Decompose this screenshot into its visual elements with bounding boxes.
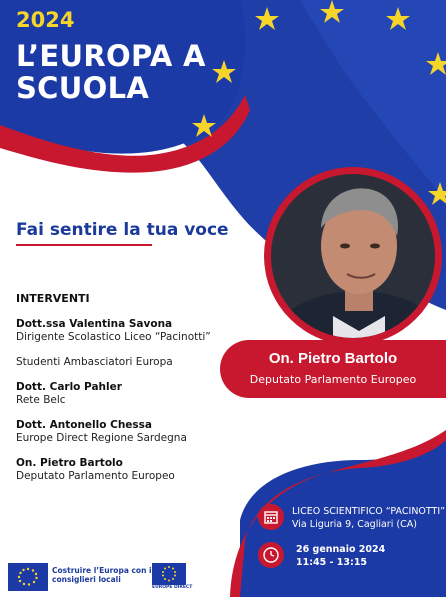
slogan-underline: [16, 244, 152, 246]
eu-flag-icon: [8, 563, 48, 591]
guest-role: Deputato Parlamento Europeo: [249, 373, 417, 386]
europe-direct-flag-icon: [152, 563, 186, 585]
event-date: 26 gennaio 2024: [296, 544, 386, 555]
footer-caption: [52, 566, 152, 584]
speaker-name: Dott. Carlo Pahler: [16, 381, 122, 393]
speaker-name: Dott.ssa Valentina Savona: [16, 318, 173, 330]
interventi-heading: INTERVENTI: [16, 292, 90, 305]
speaker-item: [16, 419, 226, 445]
year-label: 2024: [16, 8, 75, 32]
guest-name: On. Pietro Bartolo: [268, 350, 398, 367]
venue-info: [292, 505, 445, 531]
venue-name: LICEO SCIENTIFICO “PACINOTTI”: [292, 506, 446, 517]
footer-line-1: Costruire l’Europa con i: [52, 566, 152, 575]
speaker-item: [16, 457, 226, 483]
speaker-role: Europe Direct Regione Sardegna: [16, 432, 187, 444]
speaker-portrait: [263, 166, 443, 346]
speaker-list: [16, 318, 226, 491]
speaker-name: Dott. Antonello Chessa: [16, 419, 152, 431]
calendar-building-icon: [258, 504, 284, 530]
speaker-role: Dirigente Scolastico Liceo “Pacinotti”: [16, 331, 211, 343]
page-title: [16, 40, 206, 104]
venue-address: Via Liguria 9, Cagliari (CA): [292, 519, 417, 530]
speaker-role: Deputato Parlamento Europeo: [16, 470, 175, 482]
speaker-role: Rete Belc: [16, 394, 66, 406]
title-line-1: L’EUROPA A: [16, 39, 206, 73]
schedule-info: [296, 543, 385, 569]
speaker-item: [16, 318, 226, 344]
guest-card: [220, 340, 446, 398]
europe-direct-label: EUROPE DIRECT: [152, 585, 193, 590]
speaker-role: Studenti Ambasciatori Europa: [16, 356, 173, 368]
clock-icon: [258, 542, 284, 568]
footer-line-2: consiglieri locali: [52, 575, 121, 584]
title-line-2: SCUOLA: [16, 71, 150, 105]
speaker-item: [16, 356, 226, 369]
speaker-name: On. Pietro Bartolo: [16, 457, 123, 469]
speaker-item: [16, 381, 226, 407]
event-time: 11:45 - 13:15: [296, 557, 368, 568]
slogan: Fai sentire la tua voce: [16, 220, 229, 240]
